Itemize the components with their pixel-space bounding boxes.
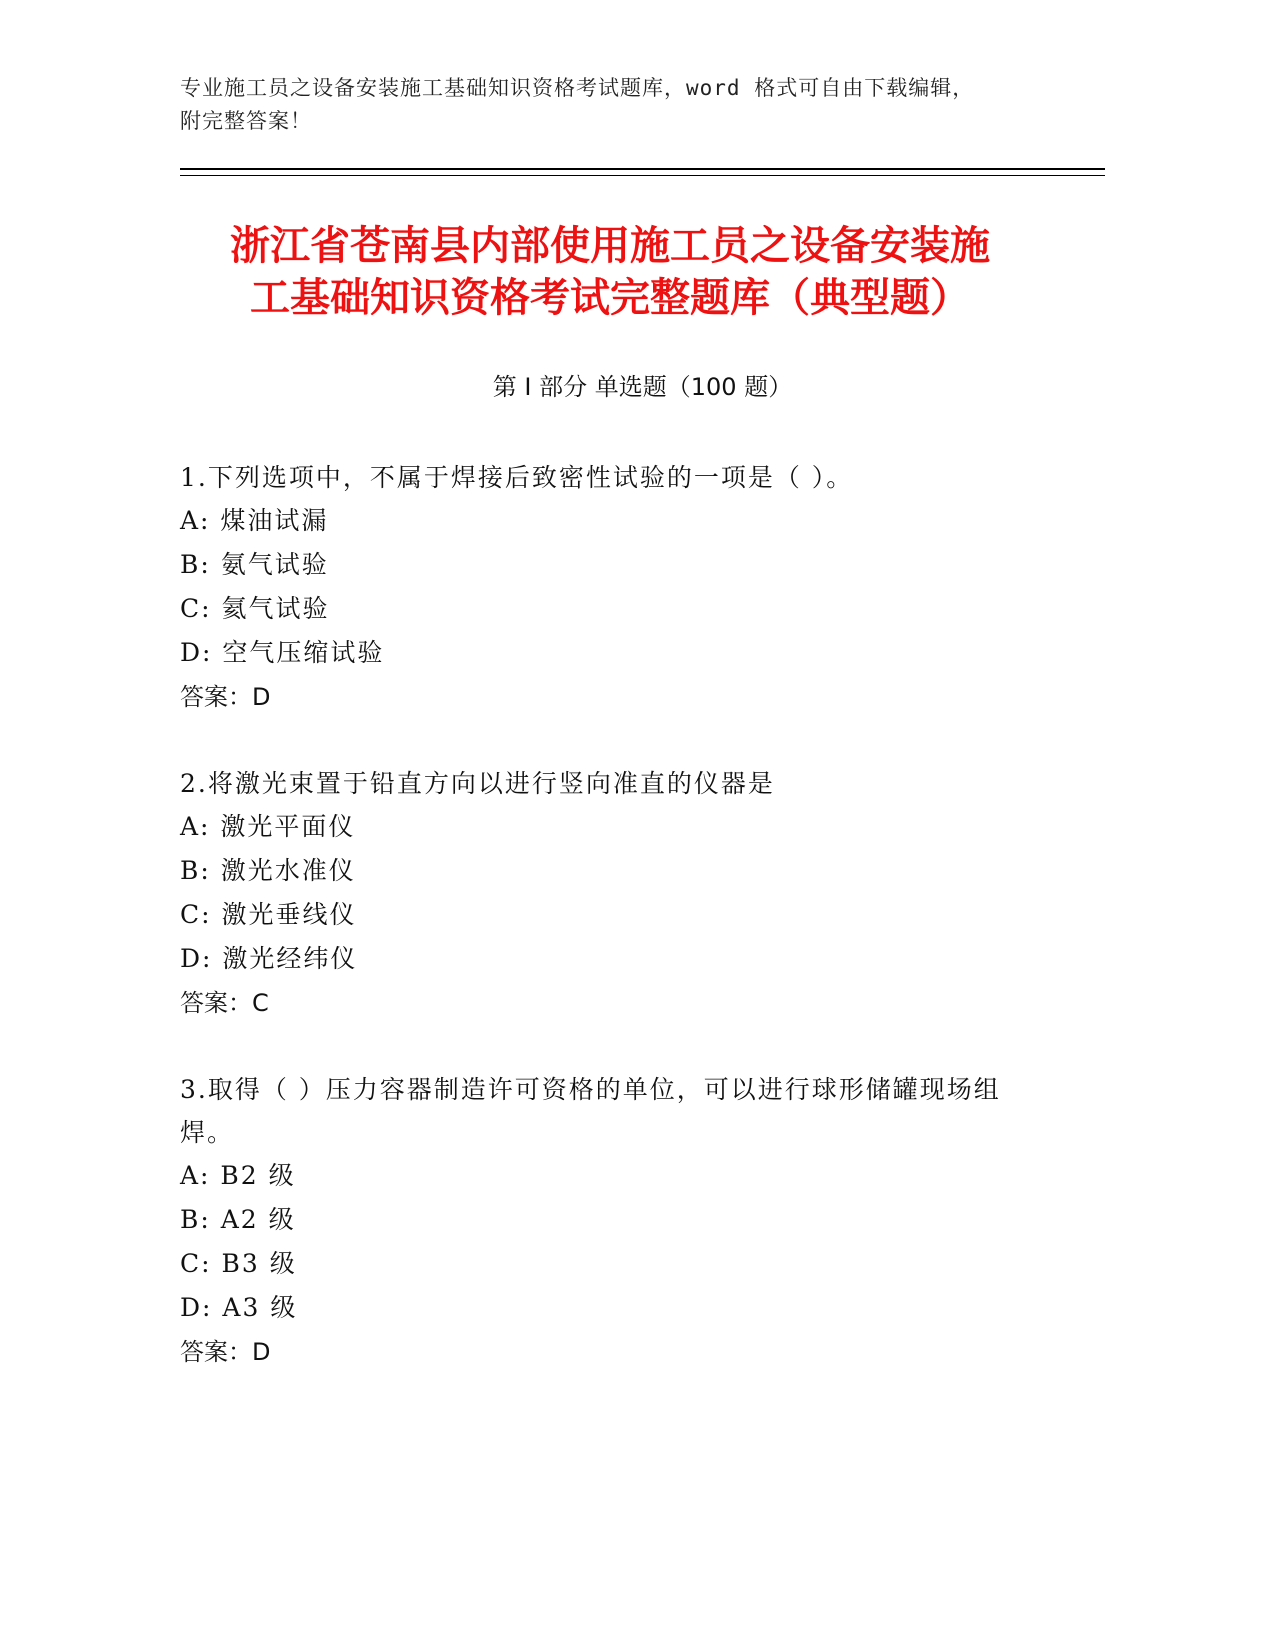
question-3 (180, 1068, 1030, 1374)
header-note-line-1: 专业施工员之设备安装施工基础知识资格考试题库，word 格式可自由下载编辑， (180, 76, 975, 100)
question-stem: 2.将激光束置于铅直方向以进行竖向准直的仪器是 (180, 769, 775, 798)
header-divider-thick (180, 168, 1105, 170)
question-stem: 3.取得（ ）压力容器制造许可资格的单位，可以进行球形储罐现场组焊。 (180, 1075, 1001, 1147)
question-list (180, 456, 1030, 1417)
header-divider-thin (180, 175, 1105, 176)
option-d: D: 空气压缩试验 (180, 638, 385, 667)
section-title: 第 I 部分 单选题（100 题） (492, 373, 793, 401)
option-b: B: 氨气试验 (180, 550, 329, 579)
option-c: C: 氦气试验 (180, 594, 330, 623)
option-a: A: B2 级 (180, 1161, 296, 1190)
document-title-line-2: 工基础知识资格考试完整题库（典型题） (250, 275, 970, 321)
question-1 (180, 456, 1030, 719)
option-c: C: B3 级 (180, 1249, 297, 1278)
document-title-line-1: 浙江省苍南县内部使用施工员之设备安装施 (230, 223, 990, 269)
header-note-line-2: 附完整答案！ (180, 109, 312, 133)
option-d: D: A3 级 (180, 1293, 298, 1322)
answer: 答案：C (180, 989, 269, 1017)
question-2 (180, 762, 1030, 1025)
option-c: C: 激光垂线仪 (180, 900, 357, 929)
answer: 答案：D (180, 1338, 271, 1366)
option-d: D: 激光经纬仪 (180, 944, 358, 973)
option-b: B: A2 级 (180, 1205, 296, 1234)
header-note (180, 72, 1080, 138)
answer: 答案：D (180, 683, 271, 711)
question-stem: 1.下列选项中，不属于焊接后致密性试验的一项是（ ）。 (180, 463, 854, 492)
document-title (180, 220, 1040, 324)
option-a: A: 激光平面仪 (180, 812, 356, 841)
option-b: B: 激光水准仪 (180, 856, 356, 885)
option-a: A: 煤油试漏 (180, 506, 329, 535)
